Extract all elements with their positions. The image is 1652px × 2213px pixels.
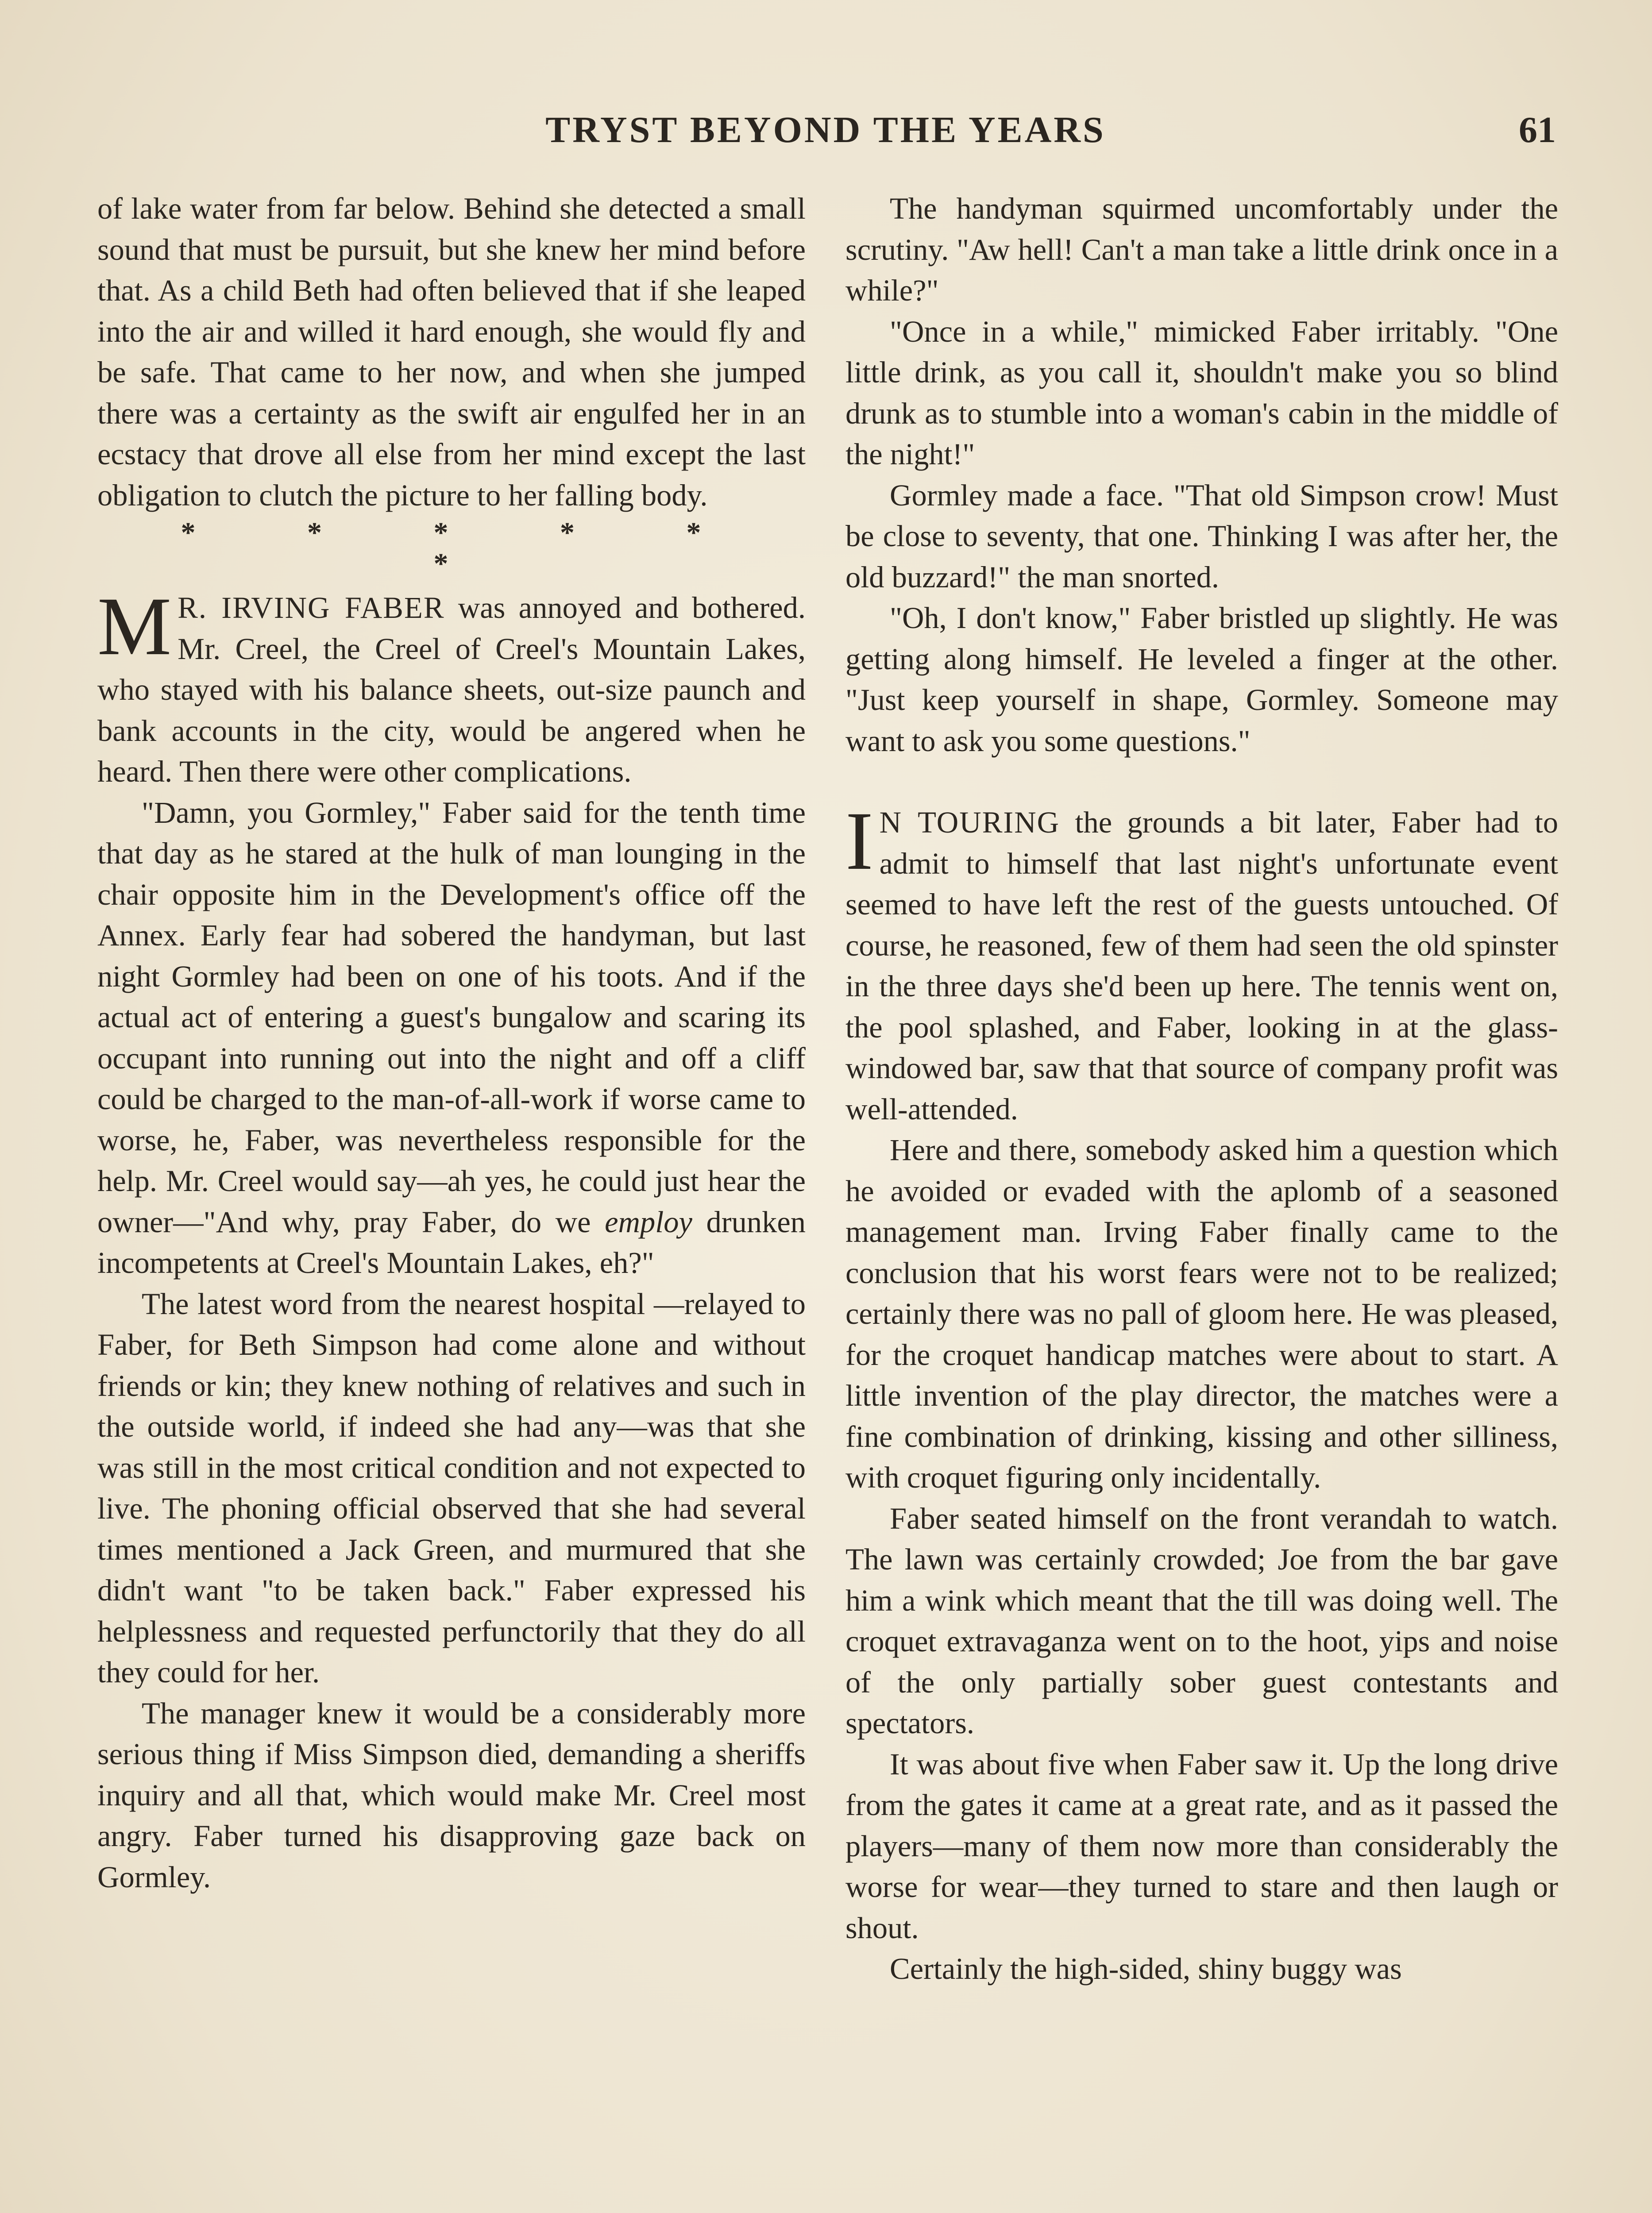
emphasized-text: employ — [605, 1205, 692, 1239]
paragraph: Here and there, somebody asked him a question which he avoided or evaded with the aplomb of a seasoned management man. Irving Faber finally came to the conclusion that his worst fears were not to be realized; certainly there was no pall of gloom here. He was pleased, for the croquet handicap matches were about to start. A little invention of the play director, the matches were a fine combination of drinking, kissing and other silliness, with croquet figuring only incidentally. — [845, 1133, 1558, 1494]
paragraph-text: was annoyed and bothered. Mr. Creel, the Creel of Creel's Mountain Lakes, who stayed with his balance sheets, out-size paunch and bank accounts in the city, would be angered when he heard. Then there were other complications. — [97, 591, 806, 788]
paragraph-text: "Damn, you Gormley," Faber said for the tenth time that day as he stared at the hulk of man lounging in the chair opposite him in the Development's office off the Annex. Early fear had sobered the handyman, but last night Gormley had been on one of his toots. And if the actual act of entering a guest's bungalow and scaring its occupant into running out into the night and off a cliff could be charged to the man-of-all-work if worse came to worse, he, Faber, was nevertheless responsible for the help. Mr. Creel would say—ah yes, he could just hear the owner—"And why, pray Faber, do we — [97, 795, 806, 1239]
paragraph-text: drunken incompetents at Creel's Mountain Lakes, eh?" — [97, 1205, 806, 1280]
paragraph: "Oh, I don't know," Faber bristled up slightly. He was getting along himself. He leveled a finger at the other. "Just keep yourself in shape, Gormley. Someone may want to ask you some questions." — [845, 601, 1558, 758]
lead-in-text: R. IRVING FABER — [178, 591, 445, 625]
paragraph: Faber seated himself on the front verandah to watch. The lawn was certainly crowded; Joe from the bar gave him a wink which meant that the till was doing well. The croquet extravaganza went on to the hoot, yips and noise of the only partially sober guest contestants and spectators. — [845, 1501, 1558, 1740]
paragraph-with-dropcap — [97, 580, 806, 792]
left-column — [97, 188, 806, 2213]
drop-cap: M — [97, 580, 172, 672]
paragraph: "Once in a while," mimicked Faber irritably. "One little drink, as you call it, shouldn't make you so blind drunk as to stumble into a woman's cabin in the middle of the night!" — [845, 314, 1558, 471]
right-column — [845, 188, 1558, 2213]
paragraph: The handyman squirmed uncomfortably under the scrutiny. "Aw hell! Can't a man take a little drink once in a while?" — [845, 192, 1558, 307]
lead-in-text: N TOURING — [879, 806, 1060, 839]
paragraph: Certainly the high-sided, shiny buggy was — [890, 1952, 1402, 1986]
paragraph: It was about five when Faber saw it. Up the long drive from the gates it came at a great rate, and as it passed the players—many of them now more than considerably the worse for wear—they turned to stare and then laugh or shout. — [845, 1747, 1558, 1945]
paragraph-text: the grounds a bit later, Faber had to admit to himself that last night's unfortunate event seemed to have left the rest of the guests untouched. Of course, he reasoned, few of them had seen the old spinster in the three days she'd been up here. The tennis went on, the pool splashed, and Faber, looking in at the glass-windowed bar, saw that that source of company profit was well-attended. — [845, 806, 1558, 1126]
paragraph — [97, 792, 806, 1284]
paragraph: The manager knew it would be a considerably more serious thing if Miss Simpson died, demanding a sheriffs inquiry and all that, which would make Mr. Creel most angry. Faber turned his disapproving gaze back on Gormley. — [97, 1696, 806, 1894]
drop-cap: I — [845, 794, 873, 887]
paragraph: Gormley made a face. "That old Simpson crow! Must be close to seventy, that one. Thinking I was after her, the old buzzard!" the man snorted. — [845, 478, 1558, 594]
page-header — [95, 108, 1556, 157]
running-title: TRYST BEYOND THE YEARS — [545, 109, 1106, 150]
section-separator: * * * * * * — [181, 517, 753, 580]
paragraph: of lake water from far below. Behind she detected a small sound that must be pursuit, but she knew her mind before that. As a child Beth had often believed that if she leaped into the air and willed it hard enough, she would fly and be safe. That came to her now, and when she jumped there was a certainty as the swift air engulfed her in an ecstacy that drove all else from her mind except the last obligation to clutch the picture to her falling body. — [97, 192, 806, 512]
section-gap — [845, 761, 1558, 802]
paragraph: The latest word from the nearest hospital —relayed to Faber, for Beth Simpson had come alone and without friends or kin; they knew nothing of relatives and such in the outside world, if indeed she had any—was that she was still in the most critical condition and not expected to live. The phoning official observed that she had several times mentioned a Jack Green, and murmured that she didn't want "to be taken back." Faber expressed his helplessness and requested perfunctorily that they do all they could for her. — [97, 1287, 806, 1689]
page-number: 61 — [1519, 109, 1556, 150]
paragraph-with-dropcap — [845, 794, 1558, 1130]
